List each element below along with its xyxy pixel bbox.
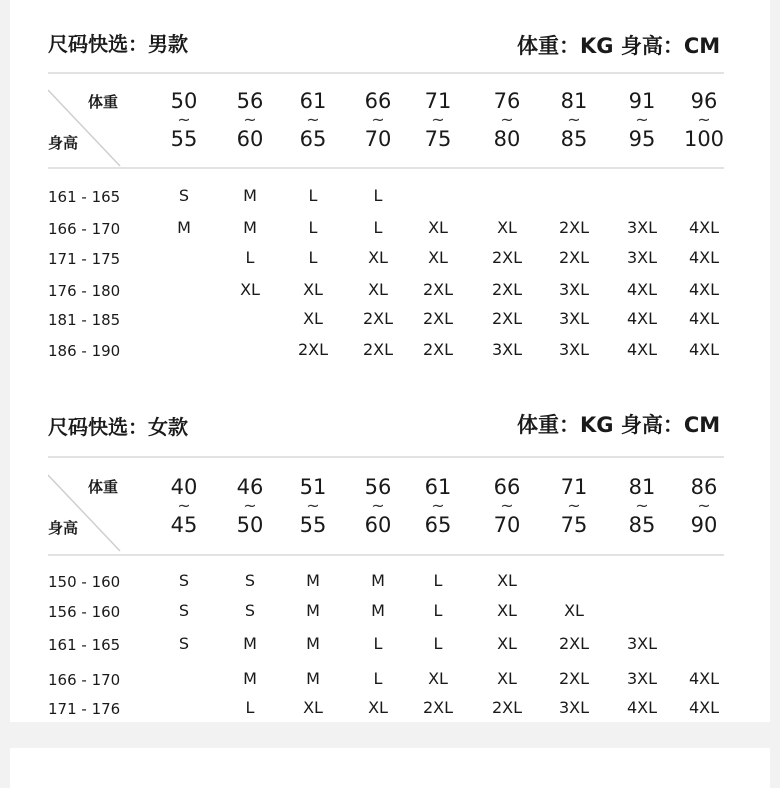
women-section-title: 尺码快选：女款	[48, 415, 188, 439]
men-size-cell: 2XL	[422, 340, 454, 359]
weight-from: 81	[628, 475, 656, 499]
weight-from: 61	[424, 475, 452, 499]
men-weight-col	[222, 91, 278, 150]
men-corner-height-label: 身高	[48, 134, 79, 152]
women-size-cell: 3XL	[626, 634, 658, 653]
men-size-cell: XL	[240, 280, 260, 299]
men-size-cell: 2XL	[422, 309, 454, 328]
weight-to: 55	[170, 127, 198, 151]
women-size-cell: S	[244, 601, 256, 620]
weight-to: 45	[170, 513, 198, 537]
range-tilde: ~	[306, 110, 320, 129]
women-size-cell: M	[371, 601, 385, 620]
weight-to: 85	[560, 127, 588, 151]
women-height-label: 150 - 160	[48, 573, 121, 591]
men-height-label: 186 - 190	[48, 342, 121, 360]
weight-to: 95	[628, 127, 656, 151]
men-size-cell: 2XL	[362, 309, 394, 328]
women-weight-col	[156, 477, 212, 536]
weight-to: 100	[683, 127, 725, 151]
women-weight-col	[614, 477, 670, 536]
weight-from: 51	[299, 475, 327, 499]
men-size-cell: 3XL	[626, 218, 658, 237]
men-height-label: 181 - 185	[48, 311, 121, 329]
men-weight-col	[410, 91, 466, 150]
weight-to: 60	[364, 513, 392, 537]
range-tilde: ~	[697, 110, 711, 129]
men-size-cell: 3XL	[491, 340, 523, 359]
range-tilde: ~	[243, 110, 257, 129]
men-size-cell: M	[243, 218, 257, 237]
women-size-cell: M	[243, 669, 257, 688]
women-header-divider	[48, 554, 724, 556]
women-size-cell: S	[178, 634, 190, 653]
weight-to: 60	[236, 127, 264, 151]
women-size-cell: 4XL	[688, 669, 720, 688]
men-weight-col	[156, 91, 212, 150]
women-weight-col	[479, 477, 535, 536]
men-section-title: 尺码快选：男款	[48, 32, 188, 56]
range-tilde: ~	[431, 496, 445, 515]
women-size-cell: XL	[497, 669, 517, 688]
men-size-cell: 3XL	[626, 248, 658, 267]
women-size-cell: S	[178, 571, 190, 590]
weight-from: 96	[690, 89, 718, 113]
weight-to: 70	[364, 127, 392, 151]
range-tilde: ~	[500, 496, 514, 515]
men-size-cell: 4XL	[688, 309, 720, 328]
women-size-cell: L	[245, 698, 255, 717]
men-size-cell: L	[373, 186, 383, 205]
men-size-cell: 2XL	[558, 248, 590, 267]
men-size-cell: 3XL	[558, 340, 590, 359]
weight-to: 55	[299, 513, 327, 537]
weight-from: 66	[493, 475, 521, 499]
women-size-cell: 2XL	[422, 698, 454, 717]
women-weight-col	[410, 477, 466, 536]
women-weight-col	[546, 477, 602, 536]
women-size-cell: L	[433, 571, 443, 590]
women-size-cell: M	[306, 634, 320, 653]
men-size-cell: 2XL	[297, 340, 329, 359]
range-tilde: ~	[635, 496, 649, 515]
range-tilde: ~	[500, 110, 514, 129]
men-size-cell: 2XL	[558, 218, 590, 237]
women-size-cell: XL	[497, 601, 517, 620]
weight-to: 75	[424, 127, 452, 151]
weight-to: 75	[560, 513, 588, 537]
weight-from: 86	[690, 475, 718, 499]
women-size-cell: L	[373, 669, 383, 688]
weight-from: 56	[236, 89, 264, 113]
men-size-cell: XL	[303, 280, 323, 299]
men-size-cell: 2XL	[422, 280, 454, 299]
weight-to: 50	[236, 513, 264, 537]
range-tilde: ~	[243, 496, 257, 515]
men-size-cell: M	[177, 218, 191, 237]
weight-from: 50	[170, 89, 198, 113]
weight-from: 71	[560, 475, 588, 499]
men-size-cell: 4XL	[688, 248, 720, 267]
range-tilde: ~	[306, 496, 320, 515]
women-size-cell: 3XL	[558, 698, 590, 717]
men-size-cell: L	[373, 218, 383, 237]
women-size-cell: M	[306, 669, 320, 688]
men-weight-col	[676, 91, 732, 150]
range-tilde: ~	[177, 110, 191, 129]
men-size-cell: XL	[368, 248, 388, 267]
women-height-label: 161 - 165	[48, 636, 121, 654]
men-size-cell: L	[308, 218, 318, 237]
men-top-divider	[48, 72, 724, 74]
weight-to: 80	[493, 127, 521, 151]
men-size-cell: 3XL	[558, 280, 590, 299]
men-header-divider	[48, 167, 724, 169]
men-size-cell: 4XL	[626, 280, 658, 299]
women-size-cell: XL	[564, 601, 584, 620]
men-size-cell: L	[308, 186, 318, 205]
men-size-cell: S	[178, 186, 190, 205]
range-tilde: ~	[567, 110, 581, 129]
men-weight-col	[614, 91, 670, 150]
weight-from: 61	[299, 89, 327, 113]
women-size-cell: 2XL	[558, 669, 590, 688]
range-tilde: ~	[371, 110, 385, 129]
men-size-cell: 4XL	[626, 340, 658, 359]
women-size-cell: S	[178, 601, 190, 620]
women-weight-col	[285, 477, 341, 536]
range-tilde: ~	[697, 496, 711, 515]
men-size-cell: 2XL	[491, 280, 523, 299]
range-tilde: ~	[431, 110, 445, 129]
women-size-cell: XL	[368, 698, 388, 717]
weight-to: 85	[628, 513, 656, 537]
men-size-cell: 2XL	[491, 309, 523, 328]
men-size-cell: XL	[303, 309, 323, 328]
weight-from: 66	[364, 89, 392, 113]
women-size-cell: L	[373, 634, 383, 653]
men-size-cell: XL	[497, 218, 517, 237]
men-size-cell: L	[308, 248, 318, 267]
weight-to: 70	[493, 513, 521, 537]
men-size-cell: 4XL	[688, 218, 720, 237]
men-size-cell: M	[243, 186, 257, 205]
men-corner-weight-label: 体重	[88, 93, 119, 111]
weight-to: 65	[299, 127, 327, 151]
range-tilde: ~	[177, 496, 191, 515]
women-size-cell: 4XL	[688, 698, 720, 717]
women-size-cell: 4XL	[626, 698, 658, 717]
weight-from: 40	[170, 475, 198, 499]
weight-from: 76	[493, 89, 521, 113]
women-size-cell: L	[433, 601, 443, 620]
men-height-label: 166 - 170	[48, 220, 121, 238]
men-weight-col	[350, 91, 406, 150]
range-tilde: ~	[371, 496, 385, 515]
women-size-cell: M	[371, 571, 385, 590]
women-size-cell: XL	[303, 698, 323, 717]
men-weight-col	[285, 91, 341, 150]
weight-to: 65	[424, 513, 452, 537]
range-tilde: ~	[635, 110, 649, 129]
women-height-label: 171 - 176	[48, 700, 121, 718]
men-height-label: 161 - 165	[48, 188, 121, 206]
men-weight-col	[479, 91, 535, 150]
women-size-cell: 2XL	[491, 698, 523, 717]
men-size-cell: 3XL	[558, 309, 590, 328]
men-height-label: 171 - 175	[48, 250, 121, 268]
men-weight-col	[546, 91, 602, 150]
women-size-cell: M	[306, 601, 320, 620]
women-size-cell: M	[306, 571, 320, 590]
men-size-cell: XL	[368, 280, 388, 299]
women-size-cell: S	[244, 571, 256, 590]
women-size-cell: 3XL	[626, 669, 658, 688]
weight-to: 90	[690, 513, 718, 537]
women-size-cell: XL	[497, 634, 517, 653]
range-tilde: ~	[567, 496, 581, 515]
men-size-cell: 4XL	[688, 340, 720, 359]
women-size-cell: XL	[428, 669, 448, 688]
weight-from: 81	[560, 89, 588, 113]
next-card	[10, 748, 770, 788]
men-size-cell: XL	[428, 248, 448, 267]
women-corner-weight-label: 体重	[88, 478, 119, 496]
women-size-cell: L	[433, 634, 443, 653]
women-size-cell: M	[243, 634, 257, 653]
women-size-cell: 2XL	[558, 634, 590, 653]
weight-from: 46	[236, 475, 264, 499]
weight-from: 56	[364, 475, 392, 499]
men-size-cell: 4XL	[626, 309, 658, 328]
women-height-label: 156 - 160	[48, 603, 121, 621]
men-size-cell: 4XL	[688, 280, 720, 299]
women-weight-col	[222, 477, 278, 536]
men-size-cell: L	[245, 248, 255, 267]
women-size-cell: XL	[497, 571, 517, 590]
men-size-cell: 2XL	[362, 340, 394, 359]
men-size-cell: 2XL	[491, 248, 523, 267]
men-height-label: 176 - 180	[48, 282, 121, 300]
women-corner-height-label: 身高	[48, 519, 79, 537]
women-top-divider	[48, 456, 724, 458]
women-height-label: 166 - 170	[48, 671, 121, 689]
women-weight-col	[350, 477, 406, 536]
weight-from: 91	[628, 89, 656, 113]
men-size-cell: XL	[428, 218, 448, 237]
women-weight-col	[676, 477, 732, 536]
weight-from: 71	[424, 89, 452, 113]
